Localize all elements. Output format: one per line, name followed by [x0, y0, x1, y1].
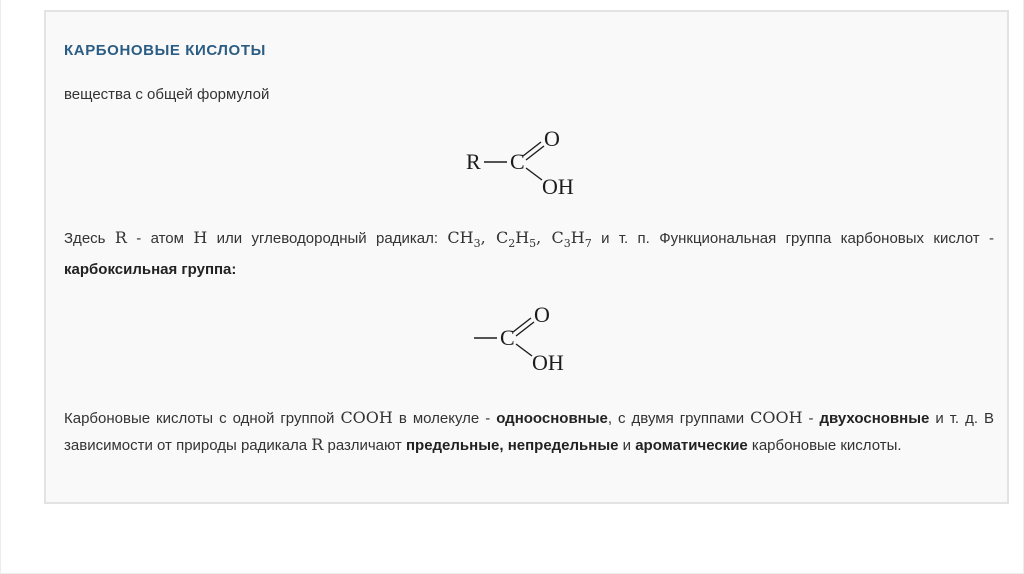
- bond-c-oh: [516, 344, 532, 356]
- formula-o: O: [544, 126, 560, 151]
- formula-oh: OH: [532, 350, 564, 375]
- double-bond-b: [516, 322, 534, 336]
- classification-paragraph: Карбоновые кислоты с одной группой COOH в молекуле - одноосновные, с двумя группами COOH - двухосновные и т. д. В зависимости от природы радикала R различают предельные, непредельные и ароматические карбоновые кислоты.: [64, 408, 994, 454]
- double-bond-a: [523, 142, 541, 156]
- formula-c: C: [500, 325, 515, 350]
- general-formula: [462, 120, 612, 202]
- formula-cooh: COOH: [750, 408, 803, 427]
- term-monobasic: одноосновные: [496, 410, 608, 427]
- double-bond-b: [526, 146, 544, 160]
- formula-c2h5: $C_2H_5$: [495, 228, 537, 251]
- section-title: КАРБОНОВЫЕ КИСЛОТЫ: [64, 42, 266, 59]
- carboxyl-group-term: карбоксильная группа:: [64, 261, 237, 279]
- formula-c3h7: $C_3H_7$: [551, 228, 592, 251]
- content-card: [44, 10, 1009, 504]
- double-bond-a: [513, 318, 531, 332]
- term-dibasic: двухосновные: [819, 410, 930, 427]
- symbol-h: H: [193, 228, 208, 247]
- formula-c: C: [510, 149, 525, 174]
- term-aromatic: ароматические: [635, 437, 748, 454]
- formula-o: O: [534, 302, 550, 327]
- formula-ch3: $CH_3$: [447, 228, 481, 251]
- formula-cooh: COOH: [340, 408, 393, 427]
- description-paragraph: Здесь R - атом H или углеводородный радикал: $CH_3$, $C_2H_5$, $C_3H_7$ и т. п. Функциональная группа карбоновых кислот - карбоксильная группа:: [64, 228, 995, 279]
- bond-c-oh: [526, 168, 542, 180]
- symbol-r: R: [114, 228, 127, 247]
- formula-oh: OH: [542, 174, 574, 199]
- symbol-r: R: [311, 435, 324, 454]
- formula-r: R: [466, 149, 481, 174]
- term-saturated-unsaturated: предельные, непредельные: [405, 437, 619, 454]
- carboxyl-formula: [466, 296, 616, 378]
- intro-text: вещества с общей формулой: [64, 86, 270, 103]
